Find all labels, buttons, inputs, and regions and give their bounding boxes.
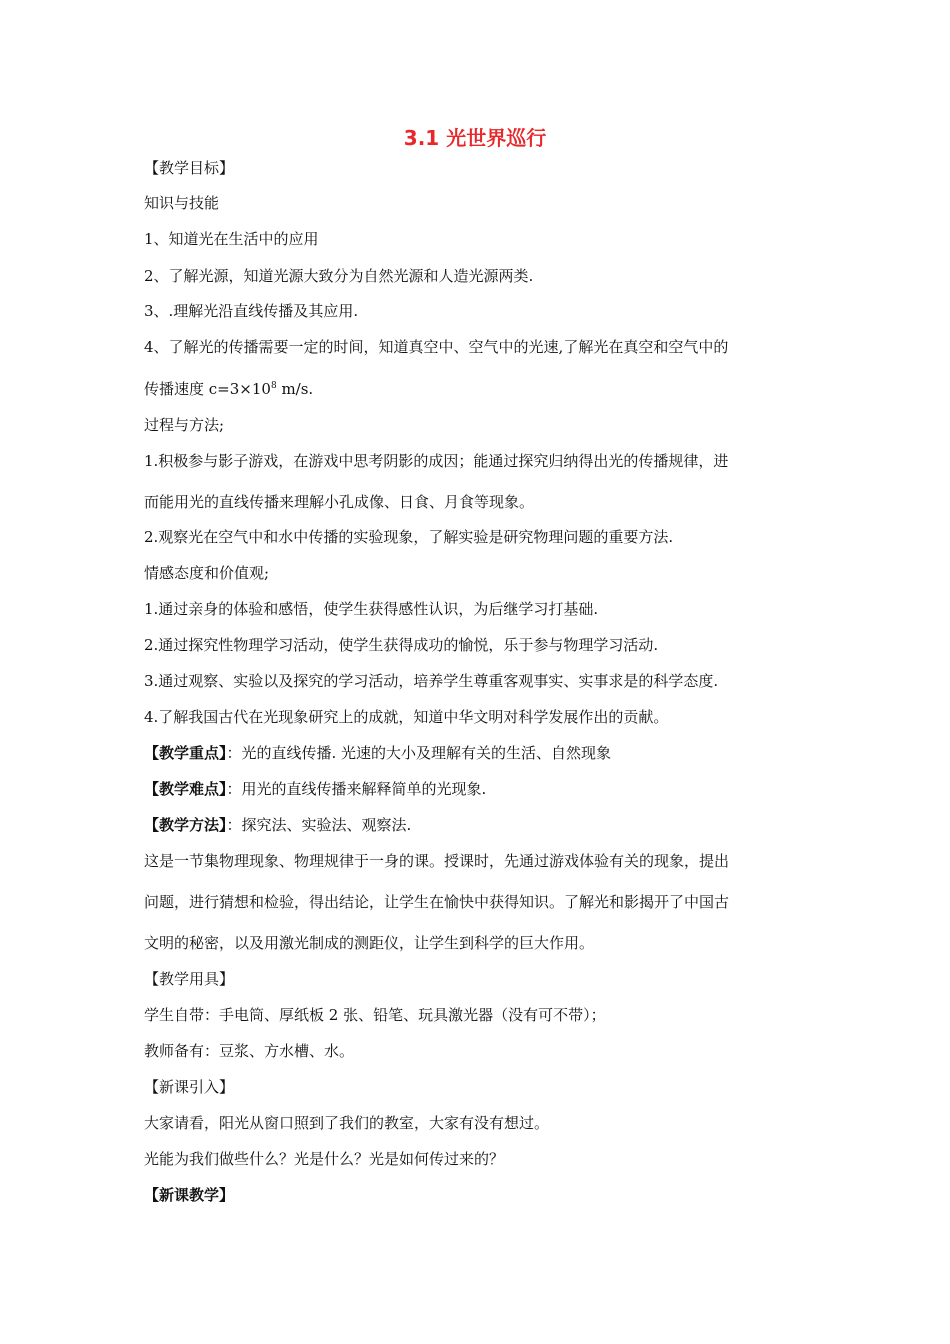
paragraph-line: 4、了解光的传播需要一定的时间，知道真空中、空气中的光速,了解光在真空和空气中的 (144, 338, 729, 356)
subheading-process-methods: 过程与方法; (144, 416, 225, 434)
subheading-knowledge-skills: 知识与技能 (144, 194, 220, 212)
paragraph-line: 1.通过亲身的体验和感悟，使学生获得感性认识，为后继学习打基础. (144, 600, 599, 618)
paragraph-line: 问题，进行猜想和检验，得出结论，让学生在愉快中获得知识。了解光和影揭开了中国古 (144, 893, 730, 911)
paragraph-line: 1、知道光在生活中的应用 (144, 230, 319, 248)
section-heading-introduction: 【新课引入】 (144, 1078, 235, 1096)
paragraph-line: 而能用光的直线传播来理解小孔成像、日食、月食等现象。 (144, 493, 535, 511)
section-heading-teaching-tools: 【教学用具】 (144, 970, 235, 988)
speed-text: 传播速度 c=3×10 (144, 380, 271, 398)
paragraph-line: 大家请看，阳光从窗口照到了我们的教室，大家有没有想过。 (144, 1114, 550, 1132)
subheading-attitudes-values: 情感态度和价值观; (144, 564, 270, 582)
paragraph-line: 1.积极参与影子游戏，在游戏中思考阴影的成因；能通过探究归纳得出光的传播规律，进 (144, 452, 729, 470)
paragraph-line: 2、了解光源，知道光源大致分为自然光源和人造光源两类. (144, 267, 534, 285)
difficulties-text: ：用光的直线传播来解释简单的光现象. (226, 780, 487, 798)
key-points-line (144, 742, 824, 764)
key-points-label: 【教学重点】 (144, 744, 227, 762)
paragraph-line: 光能为我们做些什么？光是什么？光是如何传过来的？ (144, 1150, 505, 1168)
paragraph-line: 2.观察光在空气中和水中传播的实验现象，了解实验是研究物理问题的重要方法. (144, 528, 674, 546)
paragraph-line: 学生自带：手电筒、厚纸板 2 张、铅笔、玩具激光器（没有可不带）； (144, 1006, 606, 1024)
document-title: 3.1 光世界巡行 (403, 126, 547, 150)
difficulties-label: 【教学难点】 (144, 780, 227, 798)
paragraph-line: 教师备有：豆浆、方水槽、水。 (144, 1042, 355, 1060)
methods-line (144, 814, 824, 836)
section-heading-new-lesson: 【新课教学】 (144, 1186, 235, 1204)
speed-unit: m/s. (276, 380, 314, 398)
paragraph-line-speed-of-light (144, 378, 824, 400)
paragraph-line: 这是一节集物理现象、物理规律于一身的课。授课时，先通过游戏体验有关的现象，提出 (144, 852, 730, 870)
paragraph-line: 文明的秘密，以及用激光制成的测距仪，让学生到科学的巨大作用。 (144, 934, 595, 952)
methods-text: ：探究法、实验法、观察法. (226, 816, 412, 834)
difficulties-line (144, 778, 824, 800)
methods-label: 【教学方法】 (144, 816, 227, 834)
paragraph-line: 4.了解我国古代在光现象研究上的成就，知道中华文明对科学发展作出的贡献。 (144, 708, 669, 726)
paragraph-line: 3、.理解光沿直线传播及其应用. (144, 302, 359, 320)
key-points-text: ：光的直线传播. 光速的大小及理解有关的生活、自然现象 (226, 744, 612, 762)
section-heading-objectives: 【教学目标】 (144, 159, 235, 177)
paragraph-line: 3.通过观察、实验以及探究的学习活动，培养学生尊重客观事实、实事求是的科学态度. (144, 672, 719, 690)
paragraph-line: 2.通过探究性物理学习活动，使学生获得成功的愉悦，乐于参与物理学习活动. (144, 636, 659, 654)
exponent: 8 (270, 381, 277, 391)
